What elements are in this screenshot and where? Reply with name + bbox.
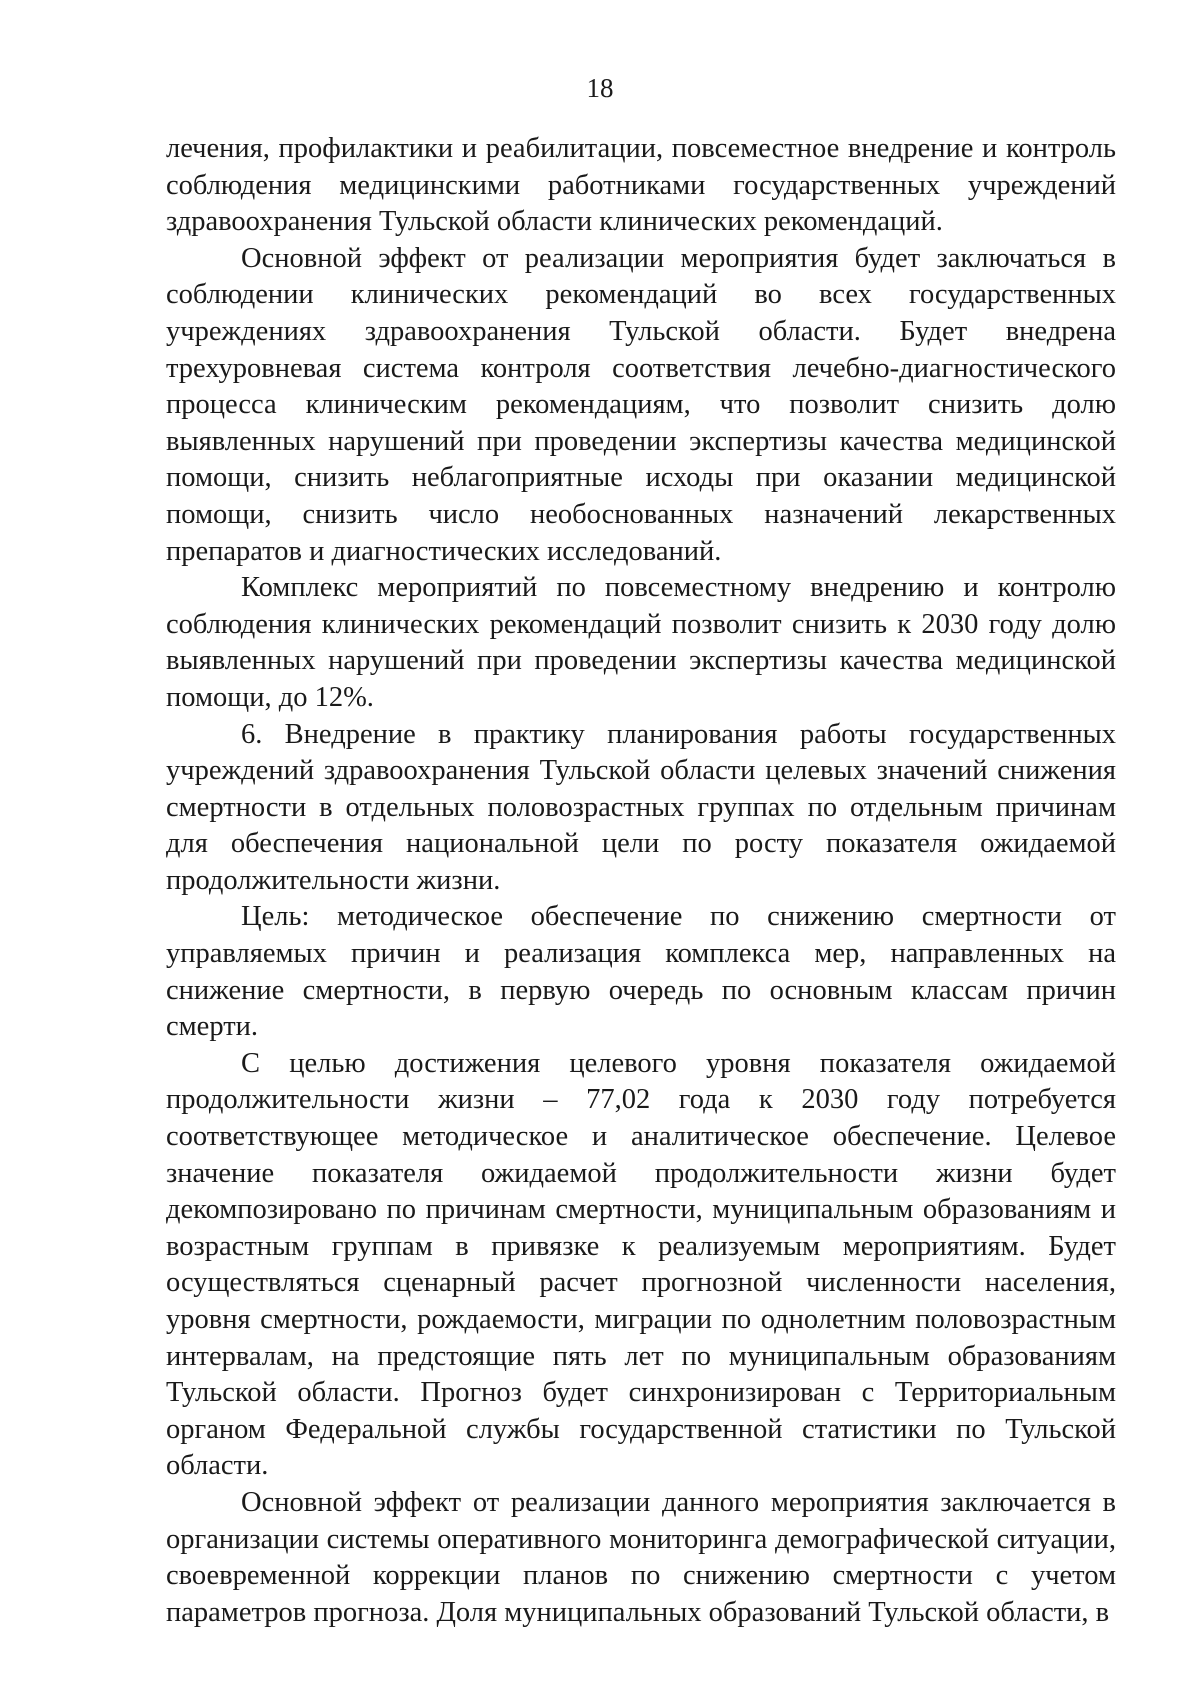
document-body: [166, 131, 1116, 1631]
page-number: 18: [586, 73, 614, 103]
paragraph-measures-complex: Комплекс мероприятий по повсеместному внедрению и контролю соблюдения клинических рекомендаций позволит снизить к 2030 году долю выявленных нарушений при проведении экспертизы качества медицинской помощи, до 12%.: [166, 572, 1116, 713]
paragraph-main-effect: Основной эффект от реализации мероприятия будет заключаться в соблюдении клинических рекомендаций во всех государственных учреждениях здравоохранения Тульской области. Будет внедрена трехуровневая система контроля соответствия лечебно-диагностического процесса клиническим рекомендациям, что позволит снизить долю выявленных нарушений при проведении экспертизы качества медицинской помощи, снизить неблагоприятные исходы при оказании медицинской помощи, снизить число необоснованных назначений лекарственных препаратов и диагностических исследований.: [166, 242, 1116, 567]
paragraph-goal: Цель: методическое обеспечение по снижению смертности от управляемых причин и реализация комплекса мер, направленных на снижение смертности, в первую очередь по основным классам причин смерти.: [166, 901, 1116, 1043]
paragraph-continuation: лечения, профилактики и реабилитации, повсеместное внедрение и контроль соблюдения медицинскими работниками государственных учреждений здравоохранения Тульской области клинических рекомендаций.: [166, 133, 1116, 238]
paragraph-item-6: 6. Внедрение в практику планирования работы государственных учреждений здравоохранения Тульской области целевых значений снижения смертности в отдельных половозрастных группах по отдельным причинам для обеспечения национальной цели по росту показателя ожидаемой продолжительности жизни.: [166, 718, 1116, 896]
paragraph-monitoring-effect: Основной эффект от реализации данного мероприятия заключается в организации системы оперативного мониторинга демографической ситуации, своевременной коррекции планов по снижению смертности с учетом параметров прогноза. Доля муниципальных образований Тульской области, в: [166, 1486, 1116, 1628]
paragraph-life-expectancy: С целью достижения целевого уровня показателя ожидаемой продолжительности жизни – 77,02 года к 2030 году потребуется соответствующее методическое и аналитическое обеспечение. Целевое значение показателя ожидаемой продолжительности жизни будет декомпозировано по причинам смертности, муниципальным образованиям и возрастным группам в привязке к реализуемым мероприятиям. Будет осуществляться сценарный расчет прогнозной численности населения, уровня смертности, рождаемости, миграции по однолетним половозрастным интервалам, на предстоящие пять лет по муниципальным образованиям Тульской области. Прогноз будет синхронизирован с Территориальным органом Федеральной службы государственной статистики по Тульской области.: [166, 1047, 1116, 1482]
